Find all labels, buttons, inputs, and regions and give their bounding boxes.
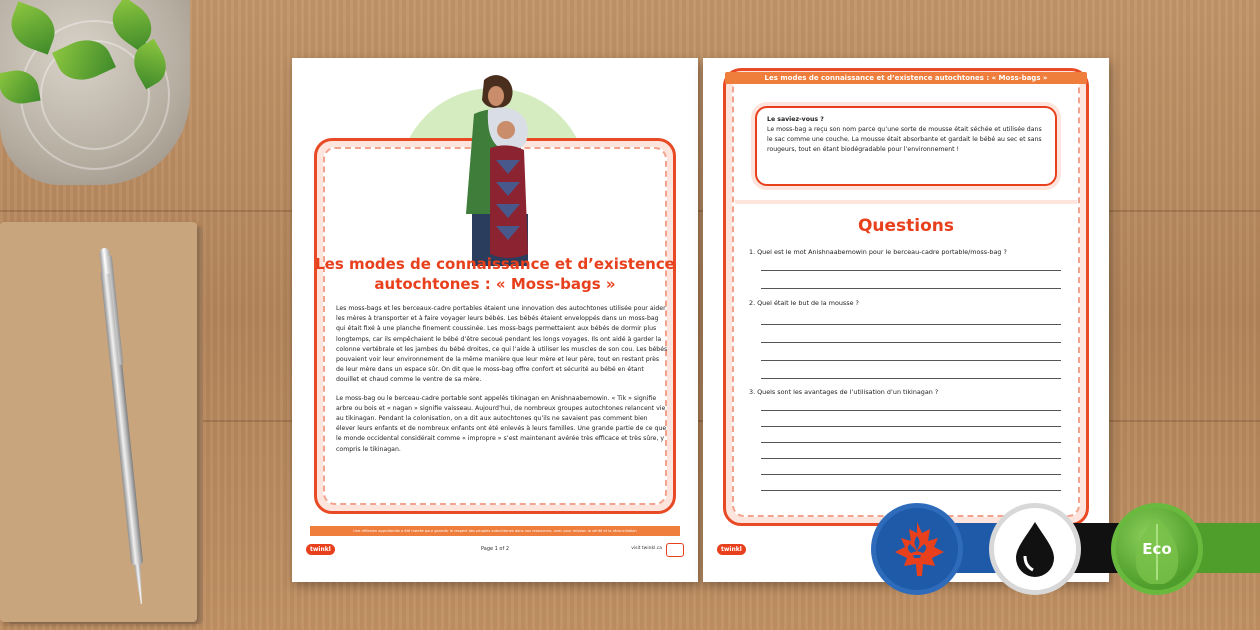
answer-line [761, 360, 1061, 361]
ink-drop-icon [1010, 518, 1060, 580]
answer-line [761, 288, 1061, 289]
mother-with-moss-bag-illustration [444, 70, 552, 266]
eco-badge [1111, 503, 1203, 595]
did-you-know-text: Le moss-bag a reçu son nom parce qu’une sorte de mousse était séchée et utilisée dans le sac comme une couche. La mousse était absorbante et gardait le bébé au sec et sans rougeurs, tout en étant biodégradable pour l’environnement ! [767, 126, 1042, 153]
maple-leaf-fleur-de-lis-icon [886, 518, 948, 580]
page-footer [306, 544, 684, 558]
answer-line [761, 378, 1061, 379]
question-2: 2. Quel était le but de la mousse ? [749, 299, 859, 307]
page-header-band: Les modes de connaissance et d’existence autochtones : « Moss-bags » [725, 72, 1087, 84]
did-you-know-title: Le saviez-vous ? [767, 116, 824, 123]
paragraph: Les moss-bags et les berceaux-cadre portables étaient une innovation des autochtones utilisée pour aider les mères à transporter et à faire voyager leurs bébés. Les bébés étaient enveloppés dans un moss-bag qui était fixé à une planche finement coussinée. Les moss-bags permettaient aux bébés de dormir plus longtemps, car ils empêchaient le bébé d’être secoué pendant les longs voyages. Ils ont aidé à garder la colonne vertébrale et les jambes du bébé droites, ce qui l’aide à utiliser les muscles de son cou. Les bébés pouvaient voir leur environnement de la même manière que leur mère et leur père, tout en restant près de leur mère dans un espace sûr. On dit que le moss-bag offre confort et sécurité au bébé en étant douillet et chaud comme le ventre de sa mère. [336, 305, 668, 384]
ink-badge [989, 503, 1081, 595]
did-you-know-box [755, 106, 1057, 186]
page-number: Page 1 of 2 [480, 546, 510, 552]
canada-badge [871, 503, 963, 595]
answer-line [761, 442, 1061, 443]
quality-badge-icon [666, 543, 684, 557]
question-1: 1. Quel est le mot Anishnaabemowin pour le berceau-cadre portable/moss-bag ? [749, 248, 1007, 256]
answer-line [761, 490, 1061, 491]
site-link: visit twinkl.ca [631, 546, 662, 551]
worksheet-page-1 [292, 58, 698, 582]
answer-line [761, 270, 1061, 271]
questions-title: Questions [857, 216, 955, 236]
answer-line [761, 410, 1061, 411]
footer-note-band: Une réflexion approfondie a été menée pour garantir le respect des peuples autochtones dans nos ressources, avec pour mission la vérité et la réconciliation [310, 526, 680, 536]
answer-line [761, 342, 1061, 343]
answer-line [761, 426, 1061, 427]
answer-line [761, 458, 1061, 459]
question-3: 3. Quels sont les avantages de l’utilisation d’un tikinagan ? [749, 388, 939, 396]
eco-label: Eco [1142, 540, 1172, 558]
notebook [0, 222, 197, 622]
paragraph: Le moss-bag ou le berceau-cadre portable sont appelés tikinagan en Anishnaabemowin. « Tik » signifie arbre ou bois et « nagan » signifie vaisseau. Aujourd’hui, de nombreux groupes autochtones relancent vie au tikinagan. Pendant la colonisation, on a dit aux autochtones qu’ils ne savaient pas comment bien élever leurs enfants et de nombreux enfants ont été enlevés à leurs familles. Une grande partie de ce que le monde occidental considérait comme « impropre » s’est maintenant avérée très efficace et très sûre, y compris le tikinagan. [336, 394, 667, 453]
twinkl-logo: twinkl [306, 544, 335, 555]
worksheet-title: Les modes de connaissance et d’existence autochtones : « Moss-bags » [315, 255, 675, 293]
answer-line [761, 474, 1061, 475]
twinkl-logo: twinkl [717, 544, 746, 555]
answer-line [761, 324, 1061, 325]
section-divider [735, 200, 1077, 204]
worksheet-body-text [336, 304, 668, 463]
